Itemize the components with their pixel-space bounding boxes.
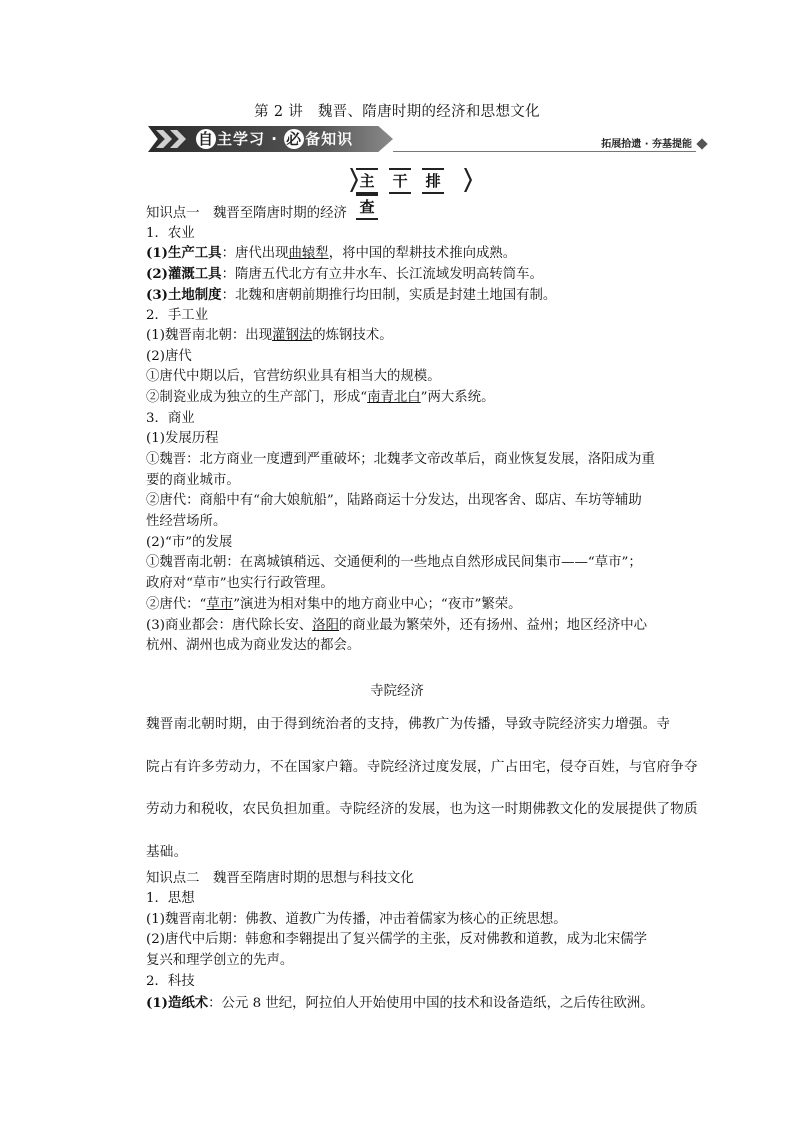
underlined-term: 南青北白 (367, 390, 421, 405)
text: ”两大系统。 (420, 390, 495, 405)
banner-circle-char: 必 (286, 130, 303, 148)
text: ②唐代：“ (146, 597, 207, 612)
paragraph-line (146, 265, 543, 284)
banner-heading (196, 128, 353, 149)
diamond-icon (696, 138, 707, 149)
paragraph-line: 复兴和理学创立的先声。 (146, 953, 294, 968)
underlined-term: 灌钢法 (272, 328, 313, 343)
banner-text-part: 备知识 (305, 130, 354, 148)
banner-rule (393, 151, 696, 152)
underlined-term: 草市 (206, 597, 234, 612)
paragraph-line: (1)发展历程 (146, 431, 219, 446)
sub-banner-char: 排 (422, 168, 444, 194)
text: (3)商业都会：唐代除长安、 (146, 618, 313, 633)
paragraph-line: (2)唐代中后期：韩愈和李翱提出了复兴儒学的主张，反对佛教和道教，成为北宋儒学 (146, 932, 648, 947)
box-paragraph-line: 院占有许多劳动力，不在国家户籍。寺院经济过度发展，广占田宅，侵夺百姓，与官府争夺 (146, 759, 698, 775)
underlined-term: 曲辕犁 (288, 246, 329, 261)
paragraph-line (146, 286, 556, 305)
banner-right-label: 拓展拾遗 · 夯基提能 (601, 139, 692, 150)
bold-term: (3)土地制度 (146, 287, 222, 303)
paragraph-line: (2)“市”的发展 (146, 535, 233, 550)
text: ：北魏和唐朝前期推行均田制，实质是封建土地国有制。 (221, 288, 557, 303)
text: ，将中国的犁耕技术推向成熟。 (328, 246, 517, 261)
banner-text-part: 主学习 · (217, 130, 285, 148)
bold-term: (2)灌溉工具 (146, 266, 222, 282)
paragraph-line (146, 244, 516, 263)
underlined-term: 洛阳 (312, 618, 340, 633)
sub-banner-char: 干 (389, 168, 411, 194)
arrow-icon (464, 168, 472, 192)
sub-banner-char: 查 (356, 194, 378, 220)
text: ”演进为相对集中的地方商业中心；“夜市”繁荣。 (233, 597, 522, 612)
section-heading: 1．思想 (146, 891, 195, 906)
bold-term: (1)造纸术 (146, 995, 209, 1011)
paragraph-line (146, 617, 647, 635)
paragraph-line: (1)魏晋南北朝：佛教、道教广为传播，冲击着儒家为核心的正统思想。 (146, 912, 567, 927)
box-paragraph-line: 基础。 (146, 844, 188, 860)
box-paragraph-line: 魏晋南北朝时期，由于得到统治者的支持，佛教广为传播，导致寺院经济实力增强。寺 (146, 716, 671, 732)
paragraph-line: 性经营场所。 (146, 514, 227, 529)
paragraph-line: 要的商业城市。 (146, 473, 240, 488)
bold-term: (1)生产工具 (146, 245, 222, 261)
section-heading: 1．农业 (146, 226, 195, 241)
section-heading: 2．手工业 (146, 308, 209, 323)
paragraph-line: ①魏晋南北朝：在离城镇稍远、交通便利的一些地点自然形成民间集市——“草市”； (146, 555, 642, 570)
lesson-title: 第 2 讲 魏晋、隋唐时期的经济和思想文化 (254, 104, 540, 120)
paragraph-line: ②唐代：商船中有“俞大娘航船”，陆路商运十分发达，出现客舍、邸店、车坊等辅助 (146, 493, 642, 508)
section-banner (148, 124, 708, 154)
paragraph-line: ①魏晋：北方商业一度遭到严重破坏；北魏孝文帝改革后，商业恢复发展，洛阳成为重 (146, 452, 655, 467)
section-heading: 2．科技 (146, 974, 195, 989)
text: ②制瓷业成为独立的生产部门，形成“ (146, 390, 368, 405)
paragraph-line (146, 327, 393, 345)
box-paragraph-line: 劳动力和税收，农民负担加重。寺院经济的发展，也为这一时期佛教文化的发展提供了物质 (146, 801, 698, 817)
text: 的商业最为繁荣外，还有扬州、益州；地区经济中心 (339, 618, 648, 633)
text: ：唐代出现 (221, 246, 289, 261)
paragraph-line (146, 389, 494, 407)
knowledge-point-heading: 知识点二 魏晋至隋唐时期的思想与科技文化 (146, 871, 414, 886)
sub-banner-char: 主 (356, 168, 378, 194)
paragraph-line: 政府对“草市”也实行行政管理。 (146, 576, 334, 591)
text: ：隋唐五代北方有立井水车、长江流域发明高转筒车。 (221, 267, 543, 282)
text: (1)魏晋南北朝：出现 (146, 328, 273, 343)
banner-circle-char: 自 (197, 130, 214, 148)
text: ：公元 8 世纪，阿拉伯人开始使用中国的技术和设备造纸，之后传往欧洲。 (208, 996, 654, 1011)
box-title: 寺院经济 (370, 684, 424, 699)
paragraph-line: (2)唐代 (146, 349, 192, 364)
sub-banner (350, 168, 470, 216)
paragraph-line (146, 994, 654, 1013)
text: 的炼钢技术。 (312, 328, 393, 343)
paragraph-line: 杭州、湖州也成为商业发达的都会。 (146, 638, 361, 653)
paragraph-line: ①唐代中期以后，官营纺织业具有相当大的规模。 (146, 369, 441, 384)
paragraph-line (146, 596, 522, 614)
knowledge-point-heading: 知识点一 魏晋至隋唐时期的经济 (146, 206, 347, 221)
section-heading: 3．商业 (146, 411, 195, 426)
